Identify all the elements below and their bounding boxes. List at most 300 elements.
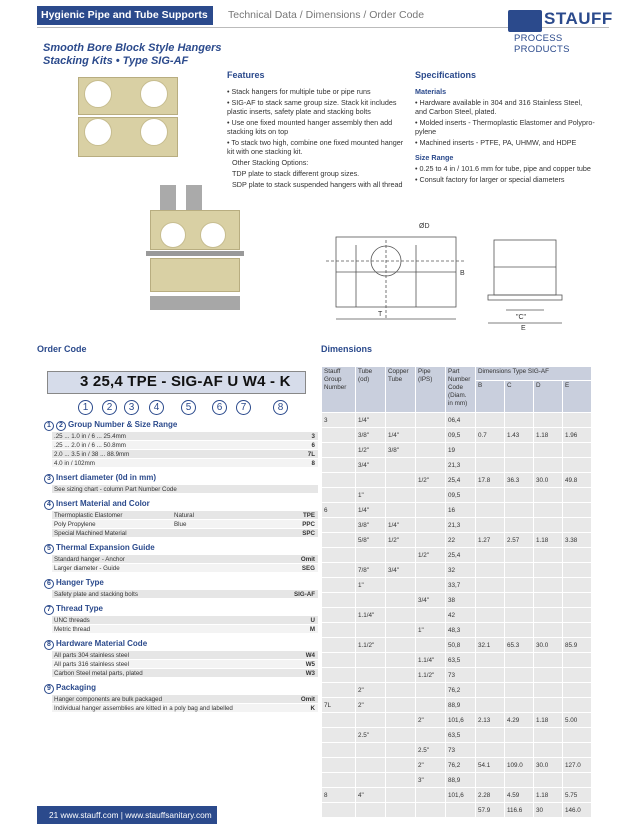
table-cell [505, 683, 534, 698]
table-cell: 101,6 [446, 788, 476, 803]
table-cell [505, 593, 534, 608]
table-cell: 88,9 [446, 698, 476, 713]
table-cell [386, 713, 416, 728]
table-cell: 57.9 [476, 803, 505, 818]
table-cell [563, 458, 592, 473]
table-cell: 30.0 [534, 758, 563, 773]
order-option-row [52, 695, 318, 704]
table-row [322, 668, 592, 683]
table-cell: 1" [416, 623, 446, 638]
table-cell [356, 773, 386, 788]
table-cell: 3/8" [356, 428, 386, 443]
table-cell [386, 788, 416, 803]
table-cell [386, 473, 416, 488]
table-cell [534, 578, 563, 593]
dimensions-title: Dimensions [321, 344, 373, 354]
spec-item: • 0.25 to 4 in / 101.6 mm for tube, pipe and copper tube [415, 164, 591, 173]
table-row [322, 788, 592, 803]
table-cell [534, 503, 563, 518]
table-cell [505, 578, 534, 593]
table-cell [534, 608, 563, 623]
table-cell: 65.3 [505, 638, 534, 653]
table-cell [534, 728, 563, 743]
option-cell: 3 [311, 433, 315, 440]
table-cell [322, 653, 356, 668]
table-cell: 4" [356, 788, 386, 803]
table-cell: 42 [446, 608, 476, 623]
table-cell [563, 593, 592, 608]
section-index: 3 [44, 474, 54, 484]
table-cell [505, 773, 534, 788]
table-cell: 76,2 [446, 758, 476, 773]
table-cell [534, 623, 563, 638]
table-cell: 3/4" [386, 563, 416, 578]
table-cell [505, 518, 534, 533]
spec-item: • Hardware available in 304 and 316 Stainless Steel, and Carbon Steel, plated. [415, 98, 583, 116]
table-cell [563, 773, 592, 788]
order-section-title [44, 604, 103, 615]
table-cell [476, 698, 505, 713]
table-cell: 73 [446, 743, 476, 758]
option-cell: Omit [300, 696, 315, 703]
table-cell: 76,2 [446, 683, 476, 698]
b-label: B [460, 270, 465, 277]
col-header: Dimensions Type SIG-AF [476, 367, 592, 381]
feature-item: • Stack hangers for multiple tube or pipe runs [227, 87, 371, 96]
table-cell: 30 [534, 803, 563, 818]
option-cell: TPE [302, 512, 315, 519]
option-cell: Metric thread [54, 626, 91, 633]
section-index: 8 [44, 640, 54, 650]
materials-title: Materials [415, 87, 447, 96]
table-cell [476, 548, 505, 563]
logo-mark-icon [508, 10, 542, 32]
table-cell: 6 [322, 503, 356, 518]
table-cell: 0.7 [476, 428, 505, 443]
option-cell: K [310, 705, 315, 712]
option-cell: SEG [301, 565, 315, 572]
table-cell [322, 803, 356, 818]
table-cell [416, 413, 446, 428]
table-cell [476, 563, 505, 578]
order-option-row [52, 564, 318, 573]
option-cell: Safety plate and stacking bolts [54, 591, 138, 598]
table-cell: 4.59 [505, 788, 534, 803]
table-cell: 1/2" [416, 473, 446, 488]
table-cell [386, 668, 416, 683]
table-cell: 3/4" [416, 593, 446, 608]
table-cell [534, 518, 563, 533]
table-cell: 1.18 [534, 533, 563, 548]
table-cell [476, 683, 505, 698]
table-cell: 3.38 [563, 533, 592, 548]
table-cell [563, 443, 592, 458]
table-cell [505, 413, 534, 428]
table-cell [356, 653, 386, 668]
section-index: 6 [44, 579, 54, 589]
option-cell: W5 [305, 661, 315, 668]
section-index: 1 [44, 421, 54, 431]
table-cell [416, 638, 446, 653]
section-label: Insert diameter (0d in mm) [56, 473, 157, 482]
order-option-row [52, 450, 318, 459]
table-cell: 36.3 [505, 473, 534, 488]
order-option-row [52, 590, 318, 599]
order-option-row [52, 432, 318, 441]
table-row [322, 803, 592, 818]
table-cell [322, 488, 356, 503]
table-cell [416, 698, 446, 713]
table-cell [476, 413, 505, 428]
option-cell: Hanger components are bulk packaged [54, 696, 163, 703]
table-cell [386, 458, 416, 473]
table-cell [476, 773, 505, 788]
table-cell [563, 728, 592, 743]
table-cell: 49.8 [563, 473, 592, 488]
table-cell [505, 488, 534, 503]
table-cell [505, 503, 534, 518]
code-index-8: 8 [273, 400, 288, 415]
feature-item: TDP plate to stack different group sizes. [232, 169, 360, 178]
order-code-example: 3 25,4 TPE - SIG-AF U W4 - K [80, 373, 291, 390]
table-cell [563, 548, 592, 563]
od-label: ØD [419, 223, 430, 230]
table-cell: 09,5 [446, 428, 476, 443]
table-cell [386, 578, 416, 593]
table-cell: 2" [416, 713, 446, 728]
logo-sub: PROCESS PRODUCTS [514, 33, 570, 55]
page-subtitle: Stacking Kits • Type SIG-AF [43, 55, 189, 67]
table-cell [386, 743, 416, 758]
table-cell: 22 [446, 533, 476, 548]
table-cell: 21,3 [446, 458, 476, 473]
table-row [322, 683, 592, 698]
table-cell: 1.1/2" [416, 668, 446, 683]
table-cell [476, 458, 505, 473]
table-cell: 1" [356, 488, 386, 503]
table-cell: 1.1/4" [356, 608, 386, 623]
table-cell [322, 608, 356, 623]
table-cell [416, 428, 446, 443]
table-cell [416, 533, 446, 548]
table-cell: 33,7 [446, 578, 476, 593]
table-cell [386, 413, 416, 428]
table-cell [476, 503, 505, 518]
table-cell: 2" [356, 683, 386, 698]
table-cell: 3/4" [356, 458, 386, 473]
table-cell: 3/8" [356, 518, 386, 533]
order-option-row [52, 660, 318, 669]
order-option-row [52, 529, 318, 538]
table-cell [416, 488, 446, 503]
table-cell [416, 518, 446, 533]
table-cell: 1.1/4" [416, 653, 446, 668]
section-index: 5 [44, 544, 54, 554]
table-cell: 4.29 [505, 713, 534, 728]
c-label: "C" [516, 314, 527, 321]
table-cell [386, 803, 416, 818]
table-cell [505, 563, 534, 578]
order-option-row [52, 459, 318, 468]
table-cell [386, 773, 416, 788]
table-row [322, 473, 592, 488]
table-cell [534, 668, 563, 683]
table-cell [322, 533, 356, 548]
feature-item: • Use one fixed mounted hanger assembly then add stacking kits on top [227, 118, 393, 136]
table-row [322, 578, 592, 593]
table-cell [386, 593, 416, 608]
table-cell [534, 773, 563, 788]
table-cell: 19 [446, 443, 476, 458]
table-cell [416, 728, 446, 743]
order-option-row [52, 511, 318, 520]
table-cell [322, 593, 356, 608]
table-cell [505, 443, 534, 458]
table-cell [505, 548, 534, 563]
table-cell: 1/4" [356, 503, 386, 518]
table-cell: 73 [446, 668, 476, 683]
table-cell [322, 473, 356, 488]
table-cell [505, 608, 534, 623]
table-cell: 16 [446, 503, 476, 518]
features-list [227, 87, 411, 191]
table-cell [386, 548, 416, 563]
table-cell: 06,4 [446, 413, 476, 428]
order-option-row [52, 704, 318, 713]
table-cell [416, 683, 446, 698]
table-cell [505, 728, 534, 743]
feature-item: • SIG-AF to stack same group size. Stack kit includes plastic inserts, safety plate and stacking bolts [227, 98, 397, 116]
table-cell [563, 578, 592, 593]
table-row [322, 563, 592, 578]
section-label: Insert Material and Color [56, 499, 150, 508]
feature-item: SDP plate to stack suspended hangers with all thread [232, 180, 403, 189]
table-cell [476, 443, 505, 458]
table-cell: 101,6 [446, 713, 476, 728]
table-cell: 1/4" [386, 428, 416, 443]
table-cell [534, 458, 563, 473]
table-cell [386, 653, 416, 668]
option-cell: Larger diameter - Guide [54, 565, 120, 572]
table-cell [356, 743, 386, 758]
table-row [322, 638, 592, 653]
table-cell: 85.9 [563, 638, 592, 653]
table-cell [534, 548, 563, 563]
table-cell [563, 743, 592, 758]
table-cell: 146.0 [563, 803, 592, 818]
table-row [322, 593, 592, 608]
table-cell: 63,5 [446, 728, 476, 743]
table-cell: 2.28 [476, 788, 505, 803]
table-row [322, 518, 592, 533]
table-cell: 88,9 [446, 773, 476, 788]
col-header: Copper Tube [386, 367, 416, 413]
table-cell: 1/4" [356, 413, 386, 428]
size-title: Size Range [415, 153, 454, 162]
col-header: Tube (od) [356, 367, 386, 413]
section-index: 4 [44, 500, 54, 510]
table-cell: 30.0 [534, 473, 563, 488]
table-cell [534, 413, 563, 428]
section-label: Thread Type [56, 604, 103, 613]
table-row [322, 428, 592, 443]
section-label: Group Number & Size Range [68, 420, 178, 429]
option-cell: 6 [311, 442, 315, 449]
order-section-title [44, 473, 156, 484]
option-cell: .25 ... 1.0 in / 6 ... 25.4mm [54, 433, 126, 440]
col-header: B [476, 381, 505, 413]
table-cell: 1/2" [386, 533, 416, 548]
table-cell [563, 608, 592, 623]
table-cell: 1" [356, 578, 386, 593]
table-cell [505, 698, 534, 713]
table-cell [534, 653, 563, 668]
option-cell: UNC threads [54, 617, 90, 624]
table-cell [322, 773, 356, 788]
table-cell: 32 [446, 563, 476, 578]
table-cell: 7L [322, 698, 356, 713]
table-cell [563, 683, 592, 698]
table-cell [534, 593, 563, 608]
e-label: E [521, 325, 526, 330]
table-cell [563, 698, 592, 713]
option-cell: .25 ... 2.0 in / 6 ... 50.8mm [54, 442, 126, 449]
col-header: D [534, 381, 563, 413]
table-row [322, 488, 592, 503]
section-label: Hardware Material Code [56, 639, 148, 648]
table-cell: 1/4" [386, 518, 416, 533]
option-cell: W4 [305, 652, 315, 659]
col-header: Stauff Group Number [322, 367, 356, 413]
table-cell: 1.43 [505, 428, 534, 443]
table-cell: 5/8" [356, 533, 386, 548]
t-label: T [378, 311, 383, 318]
order-option-row [52, 616, 318, 625]
table-cell [322, 428, 356, 443]
table-cell [322, 623, 356, 638]
table-row [322, 773, 592, 788]
section-index: 2 [56, 421, 66, 431]
table-row [322, 758, 592, 773]
table-cell [322, 578, 356, 593]
table-cell [322, 668, 356, 683]
technical-drawing [316, 215, 616, 330]
order-option-row [52, 520, 318, 529]
table-cell [476, 728, 505, 743]
table-cell: 50,8 [446, 638, 476, 653]
spec-item: • Consult factory for larger or special diameters [415, 175, 565, 184]
order-section-title [44, 543, 155, 554]
table-row [322, 623, 592, 638]
table-cell [386, 488, 416, 503]
order-section-title [44, 639, 147, 650]
table-cell [563, 623, 592, 638]
features-title: Features [227, 70, 265, 80]
table-cell [476, 593, 505, 608]
option-cell: Individual hanger assemblies are kitted in a poly bag and labelled [54, 705, 233, 712]
table-cell: 21,3 [446, 518, 476, 533]
option-cell: Thermoplastic Elastomer [54, 512, 123, 519]
table-row [322, 698, 592, 713]
section-label: Packaging [56, 683, 97, 692]
dimensions-table [321, 366, 592, 818]
table-cell [476, 578, 505, 593]
table-cell [416, 578, 446, 593]
code-index-3: 3 [124, 400, 139, 415]
option-cell: U [310, 617, 315, 624]
option-cell: SPC [302, 530, 315, 537]
option-cell: Poly Propylene [54, 521, 96, 528]
table-row [322, 608, 592, 623]
table-cell: 32.1 [476, 638, 505, 653]
feature-item: Other Stacking Options: [232, 158, 309, 167]
option-cell: M [309, 626, 315, 633]
table-cell: 1.18 [534, 428, 563, 443]
table-cell [386, 683, 416, 698]
table-cell: 25,4 [446, 473, 476, 488]
table-cell [322, 458, 356, 473]
order-option-row [52, 485, 318, 494]
spec-item: • Machined inserts - PTFE, PA, UHMW, and HDPE [415, 138, 577, 147]
table-cell [505, 653, 534, 668]
table-cell [322, 743, 356, 758]
option-cell: Special Machined Material [54, 530, 127, 537]
table-cell [322, 728, 356, 743]
table-cell [416, 443, 446, 458]
table-cell [322, 518, 356, 533]
table-cell: 1.27 [476, 533, 505, 548]
option-cell: PPC [302, 521, 315, 528]
table-cell: 1/2" [356, 443, 386, 458]
order-code-title: Order Code [37, 344, 87, 354]
table-row [322, 743, 592, 758]
table-cell: 5.75 [563, 788, 592, 803]
table-cell: 1.18 [534, 713, 563, 728]
code-index-2: 2 [102, 400, 117, 415]
col-header: Pipe (IPS) [416, 367, 446, 413]
table-cell: 48,3 [446, 623, 476, 638]
section-index: 9 [44, 684, 54, 694]
table-cell [322, 563, 356, 578]
table-cell: 3 [322, 413, 356, 428]
code-index-5: 5 [181, 400, 196, 415]
specs-list [415, 87, 595, 186]
table-cell: 30.0 [534, 638, 563, 653]
table-cell: 1.1/2" [356, 638, 386, 653]
table-cell [322, 758, 356, 773]
table-cell: 1/2" [416, 548, 446, 563]
table-cell [476, 488, 505, 503]
option-cell: 7L [307, 451, 315, 458]
option-cell: 8 [311, 460, 315, 467]
logo-word: STAUFF [544, 9, 613, 28]
table-cell: 5.00 [563, 713, 592, 728]
table-cell [563, 503, 592, 518]
table-cell: 3" [416, 773, 446, 788]
table-cell [505, 743, 534, 758]
table-row [322, 458, 592, 473]
option-cell: See sizing chart - column Part Number Code [54, 486, 177, 493]
order-section-title [44, 683, 96, 694]
order-section-title [44, 499, 150, 510]
table-cell [322, 713, 356, 728]
table-cell [356, 713, 386, 728]
page-title: Smooth Bore Block Style Hangers [43, 42, 222, 54]
table-cell [476, 518, 505, 533]
section-title: Hygienic Pipe and Tube Supports [41, 9, 208, 21]
table-cell: 17.8 [476, 473, 505, 488]
table-cell [534, 563, 563, 578]
